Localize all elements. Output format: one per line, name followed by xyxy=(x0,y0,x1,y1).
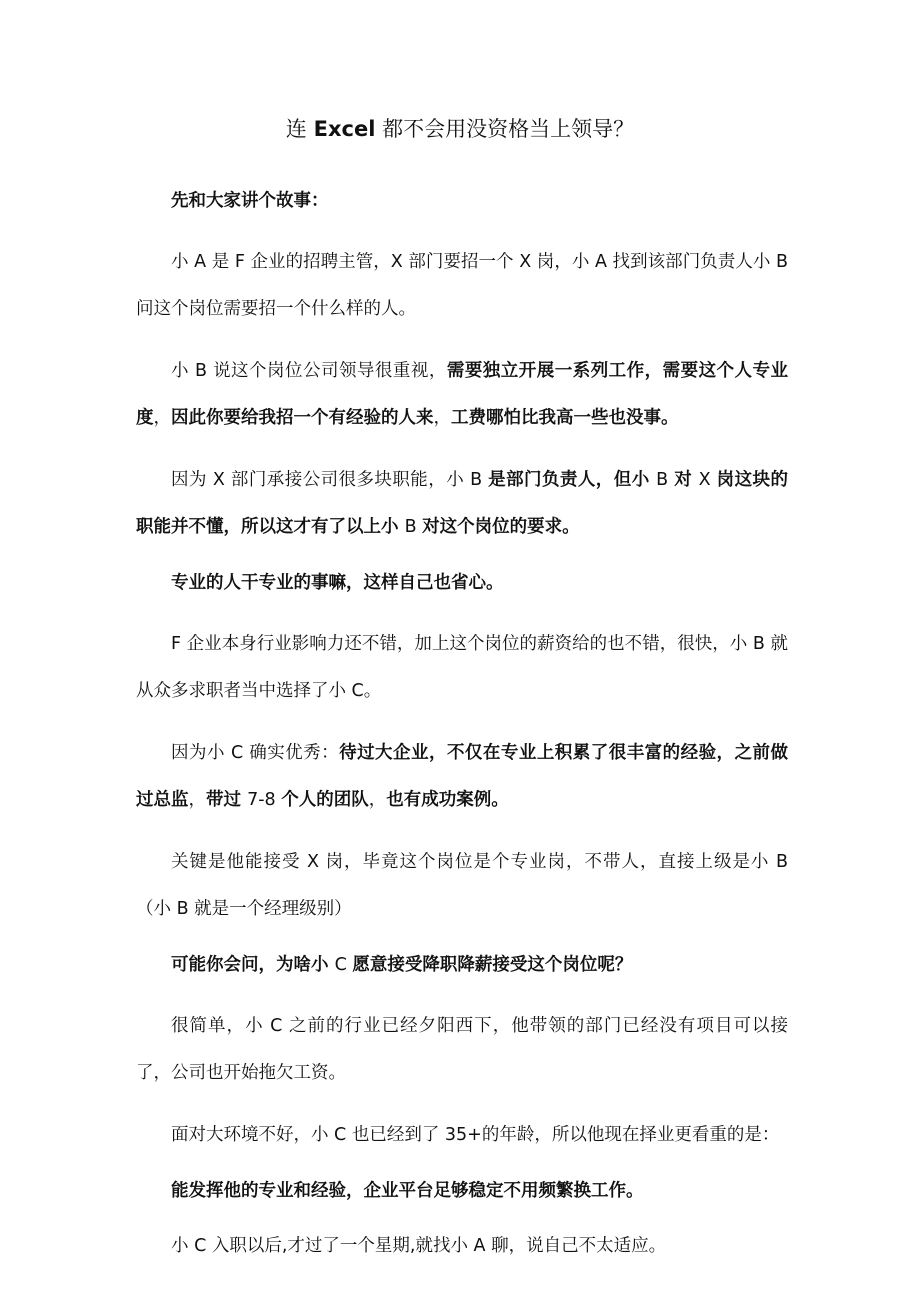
title-prefix: 连 xyxy=(285,117,314,141)
text-run: ， xyxy=(153,408,171,428)
bold-text: 能发挥他的专业和经验，企业平台足够稳定不用频繁换工作。 xyxy=(171,1181,644,1201)
text-run: F 企业本身行业影响力还不错，加上这个岗位的薪资给的也不错，很快，小 B 就从众多求职者当中选择了小 C。 xyxy=(136,634,788,701)
bold-text: 待过大企业，不仅在专业上积累了很丰富的经验，之前做过总监 xyxy=(136,743,788,810)
paragraph xyxy=(136,184,788,218)
text-run: 面对大环境不好，小 C 也已经到了 35+的年龄，所以他现在择业更看重的是： xyxy=(171,1125,780,1145)
document-title xyxy=(0,112,920,146)
bold-text: 对这个岗位的要求。 xyxy=(422,517,580,537)
text-run: ， xyxy=(188,790,206,810)
text-run: 小 B 说这个岗位公司领导很重视， xyxy=(171,361,447,381)
bold-text: 先和大家讲个故事： xyxy=(171,191,329,211)
bold-text: 愿意接受降职降薪接受这个岗位呢？ xyxy=(352,955,633,975)
title-bold: Excel xyxy=(313,117,376,141)
paragraph xyxy=(136,566,788,600)
paragraph xyxy=(136,1174,788,1208)
bold-text: 是部门负责人，但小 xyxy=(488,470,657,490)
bold-text: 因此你要给我招一个有经验的人来 xyxy=(171,408,434,428)
document-body xyxy=(136,184,788,1284)
text-run: 很简单，小 C 之前的行业已经夕阳西下，他带领的部门已经没有项目可以接了，公司也开始拖欠工资。 xyxy=(136,1016,788,1083)
bold-text: 带过 xyxy=(206,790,248,810)
paragraph xyxy=(136,730,788,824)
bold-text: 岗这块的职能并不懂，所以这才有了以上小 xyxy=(136,470,788,537)
text-run: C xyxy=(334,955,353,975)
bold-text: 也有成功案例。 xyxy=(386,790,509,810)
paragraph xyxy=(136,457,788,551)
text-run: B xyxy=(404,517,423,537)
text-run: 7-8 xyxy=(247,790,282,810)
bold-text: 需要独立开展一系列工作，需要这个人专业度 xyxy=(136,361,789,428)
paragraph xyxy=(136,621,788,715)
paragraph xyxy=(136,1112,788,1159)
bold-text: 个人的团队 xyxy=(281,790,369,810)
text-run: ， xyxy=(368,790,387,810)
bold-text: 专业的人干专业的事嘛，这样自己也省心。 xyxy=(171,573,504,593)
text-run: 因为 X 部门承接公司很多块职能，小 B xyxy=(171,470,489,490)
text-run: 因为小 C 确实优秀： xyxy=(171,743,340,763)
bold-text: 可能你会问，为啥小 xyxy=(171,955,335,975)
text-run: 关键是他能接受 X 岗，毕竟这个岗位是个专业岗，不带人，直接上级是小 B（小 B 就是一个经理级别） xyxy=(136,852,788,919)
bold-text: 工费哪怕比我高一些也没事。 xyxy=(451,408,679,428)
text-run: 小 A 是 F 企业的招聘主管，X 部门要招一个 X 岗，小 A 找到该部门负责人小 B 问这个岗位需要招一个什么样的人。 xyxy=(136,252,788,319)
bold-text: 对 xyxy=(674,470,699,490)
text-run: B xyxy=(656,470,675,490)
paragraph xyxy=(136,839,788,933)
text-run: X xyxy=(698,470,717,490)
text-run: 小 C 入职以后,才过了一个星期,就找小 A 聊，说自己不太适应。 xyxy=(171,1236,667,1256)
title-suffix: 都不会用没资格当上领导？ xyxy=(375,117,635,141)
text-run: ， xyxy=(433,408,451,428)
paragraph xyxy=(136,1003,788,1097)
paragraph xyxy=(136,239,788,333)
paragraph xyxy=(136,1229,788,1263)
paragraph xyxy=(136,948,788,982)
paragraph xyxy=(136,348,788,442)
